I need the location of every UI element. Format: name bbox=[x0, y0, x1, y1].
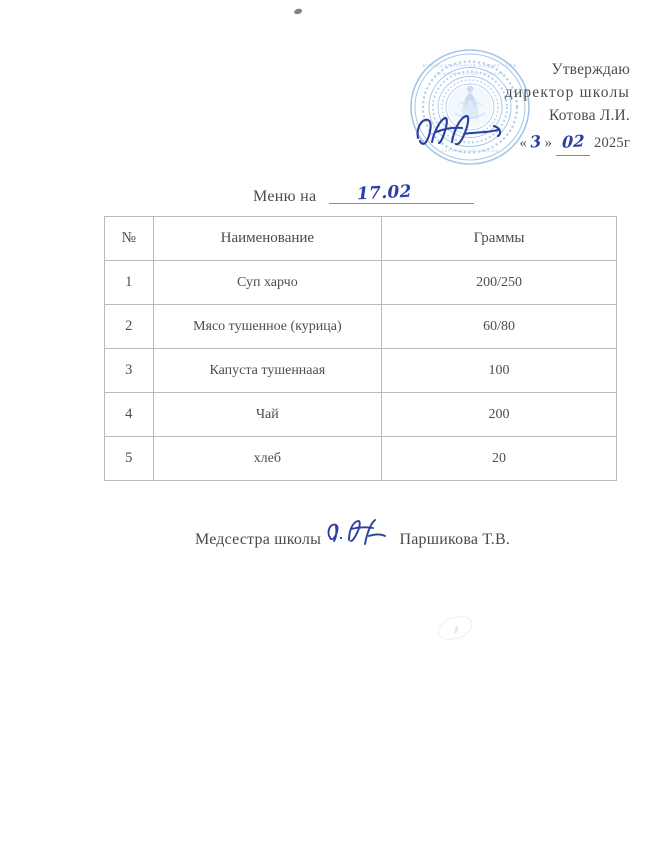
approval-line-1: Утверждаю bbox=[551, 61, 630, 78]
approval-date-year: 2025 bbox=[594, 135, 624, 151]
approval-date-month-slot bbox=[556, 130, 590, 156]
nurse-name: Паршикова Т.В. bbox=[399, 531, 511, 548]
quote-open: « bbox=[519, 135, 528, 151]
cell-name: Чай bbox=[153, 393, 381, 437]
cell-grams: 20 bbox=[382, 437, 617, 481]
cell-number: 4 bbox=[105, 393, 154, 437]
cell-number: 1 bbox=[105, 261, 154, 305]
table-body bbox=[105, 261, 617, 481]
cell-grams: 200 bbox=[382, 393, 617, 437]
approval-line-2: директор школы bbox=[504, 84, 630, 101]
quote-close: » bbox=[544, 135, 553, 151]
table-row bbox=[105, 393, 617, 437]
cell-name: хлеб bbox=[153, 437, 381, 481]
nurse-signature bbox=[325, 514, 395, 548]
approval-date-line bbox=[430, 130, 630, 156]
cell-name: Капуста тушеннаая bbox=[153, 349, 381, 393]
svg-text:УЧРЕЖДЕНИЕ ШКОЛА: УЧРЕЖДЕНИЕ ШКОЛА bbox=[441, 148, 499, 153]
menu-title-label: Меню на bbox=[253, 188, 317, 205]
approval-date-day: 3 bbox=[529, 131, 543, 152]
cell-grams: 60/80 bbox=[382, 305, 617, 349]
menu-title-line bbox=[253, 181, 474, 206]
approval-block bbox=[430, 58, 630, 156]
header-name: Наименование bbox=[153, 217, 381, 261]
cell-grams: 200/250 bbox=[382, 261, 617, 305]
cell-number: 3 bbox=[105, 349, 154, 393]
cell-number: 5 bbox=[105, 437, 154, 481]
svg-text:ОБЩЕОБРАЗОВАТЕЛЬНОЕ: ОБЩЕОБРАЗОВАТЕЛЬНОЕ bbox=[435, 71, 505, 76]
menu-date-blank bbox=[329, 181, 474, 205]
cell-number: 2 bbox=[105, 305, 154, 349]
table-row bbox=[105, 437, 617, 481]
cell-name: Суп харчо bbox=[153, 261, 381, 305]
header-number: № bbox=[105, 217, 154, 261]
cell-name: Мясо тушенное (курица) bbox=[153, 305, 381, 349]
cell-grams: 100 bbox=[382, 349, 617, 393]
table-row bbox=[105, 261, 617, 305]
approval-director-name: Котова Л.И. bbox=[549, 107, 630, 124]
scan-speck bbox=[294, 8, 303, 15]
nurse-signature-line bbox=[195, 529, 510, 549]
svg-text:МУНИЦИПАЛЬНОЕ БЮДЖЕТНОЕ: МУНИЦИПАЛЬНОЕ БЮДЖЕТНОЕ bbox=[422, 63, 518, 68]
nurse-signature-gap bbox=[325, 529, 395, 547]
header-grams: Граммы bbox=[382, 217, 617, 261]
table-row bbox=[105, 349, 617, 393]
table-header-row bbox=[105, 217, 617, 261]
approval-date-year-suffix: г bbox=[623, 135, 630, 151]
menu-table bbox=[104, 216, 617, 481]
approval-date-month: 02 bbox=[561, 131, 585, 152]
table-row bbox=[105, 305, 617, 349]
menu-date-value: 17.02 bbox=[356, 181, 412, 205]
nurse-label: Медсестра школы bbox=[195, 531, 322, 548]
